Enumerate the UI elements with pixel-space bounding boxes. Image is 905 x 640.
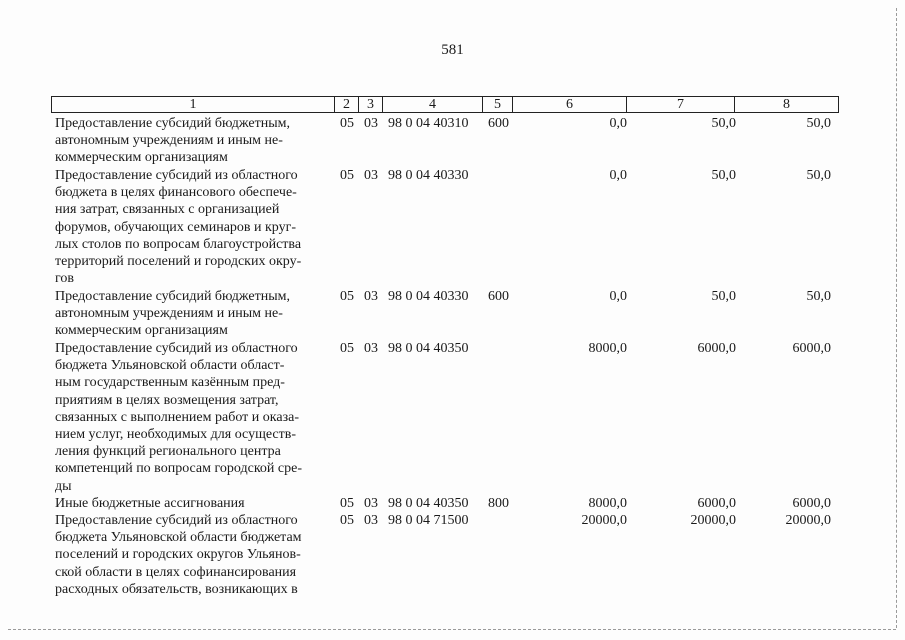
cell-amount-6: 20000,0 bbox=[581, 513, 627, 528]
cell-podrazdel: 03 bbox=[364, 289, 378, 304]
row-name bbox=[55, 495, 333, 512]
cell-csr: 98 0 04 40310 bbox=[388, 116, 469, 131]
cell-vr: 600 bbox=[488, 116, 509, 131]
cell-amount-8: 50,0 bbox=[806, 168, 831, 183]
row-name-line: бюджета в целях финансового обеспече- bbox=[55, 185, 297, 201]
cell-amount-8: 50,0 bbox=[806, 289, 831, 304]
cell-csr: 98 0 04 40350 bbox=[388, 496, 469, 511]
cell-amount-7: 50,0 bbox=[711, 289, 736, 304]
cell-amount-8: 6000,0 bbox=[792, 341, 831, 356]
cell-amount-7: 6000,0 bbox=[697, 496, 736, 511]
table-header-row bbox=[51, 96, 839, 113]
page-number: 581 bbox=[441, 42, 464, 58]
cell-amount-6: 8000,0 bbox=[588, 341, 627, 356]
cell-razdel: 05 bbox=[340, 168, 354, 183]
row-name-line: бюджета Ульяновской области област- bbox=[55, 358, 285, 374]
row-name-line: ния затрат, связанных с организацией bbox=[55, 202, 280, 218]
cell-podrazdel: 03 bbox=[364, 116, 378, 131]
cell-razdel: 05 bbox=[340, 513, 354, 528]
cell-amount-8: 20000,0 bbox=[785, 513, 831, 528]
row-name-line: расходных обязательств, возникающих в bbox=[55, 581, 298, 597]
row-name-line: Предоставление субсидий из областного bbox=[55, 341, 298, 356]
row-name-line: ления функций регионального центра bbox=[55, 444, 281, 460]
scan-edge-bottom bbox=[8, 629, 896, 630]
row-name-line: ской области в целях софинансирования bbox=[55, 564, 297, 580]
header-col-8: 8 bbox=[783, 97, 790, 112]
header-col-7: 7 bbox=[627, 97, 735, 112]
row-name-line: автономным учреждениям и иным не- bbox=[55, 133, 283, 149]
cell-csr: 98 0 04 71500 bbox=[388, 513, 469, 528]
cell-amount-6: 0,0 bbox=[609, 116, 627, 131]
row-name-line: автономным учреждениям и иным не- bbox=[55, 306, 283, 322]
row-name-line: поселений и городских округов Ульянов- bbox=[55, 547, 301, 563]
row-name-line: форумов, обучающих семинаров и круг- bbox=[55, 219, 297, 235]
row-name-line: ды bbox=[55, 478, 72, 494]
row-name-line: Предоставление субсидий бюджетным, bbox=[55, 289, 291, 304]
cell-csr: 98 0 04 40350 bbox=[388, 341, 469, 356]
cell-razdel: 05 bbox=[340, 341, 354, 356]
header-col-2: 2 bbox=[335, 97, 359, 112]
cell-razdel: 05 bbox=[340, 116, 354, 131]
cell-amount-6: 0,0 bbox=[609, 168, 627, 183]
row-name-line: ным государственным казённым пред- bbox=[55, 375, 285, 391]
cell-podrazdel: 03 bbox=[364, 168, 378, 183]
cell-csr: 98 0 04 40330 bbox=[388, 289, 469, 304]
cell-amount-8: 50,0 bbox=[806, 116, 831, 131]
row-name bbox=[55, 512, 333, 598]
row-name-line: Предоставление субсидий из областного bbox=[55, 513, 298, 528]
row-name-line: приятиям в целях возмещения затрат, bbox=[55, 392, 279, 408]
row-name-line: гов bbox=[55, 271, 75, 287]
row-name bbox=[55, 340, 333, 495]
row-name-line: коммерческим организациям bbox=[55, 323, 228, 339]
row-name-line: лых столов по вопросам благоустройства bbox=[55, 236, 302, 252]
row-name-line: связанных с выполнением работ и оказа- bbox=[55, 409, 299, 425]
cell-amount-6: 8000,0 bbox=[588, 496, 627, 511]
row-name-line: Иные бюджетные ассигнования bbox=[55, 496, 245, 511]
row-name-line: компетенций по вопросам городской сре- bbox=[55, 461, 302, 477]
cell-podrazdel: 03 bbox=[364, 341, 378, 356]
cell-podrazdel: 03 bbox=[364, 496, 378, 511]
cell-csr: 98 0 04 40330 bbox=[388, 168, 469, 183]
scan-edge-right bbox=[896, 8, 897, 628]
row-name bbox=[55, 167, 333, 287]
row-name-line: коммерческим организациям bbox=[55, 150, 228, 166]
cell-amount-6: 0,0 bbox=[609, 289, 627, 304]
header-col-6: 6 bbox=[513, 97, 627, 112]
header-col-5: 5 bbox=[483, 97, 513, 112]
cell-razdel: 05 bbox=[340, 289, 354, 304]
cell-vr: 800 bbox=[488, 496, 509, 511]
row-name-line: территорий поселений и городских окру- bbox=[55, 254, 302, 270]
row-name bbox=[55, 288, 333, 340]
cell-amount-7: 20000,0 bbox=[690, 513, 736, 528]
cell-razdel: 05 bbox=[340, 496, 354, 511]
cell-amount-7: 50,0 bbox=[711, 116, 736, 131]
header-col-3: 3 bbox=[359, 97, 383, 112]
cell-vr: 600 bbox=[488, 289, 509, 304]
header-col-4: 4 bbox=[383, 97, 483, 112]
header-col-1: 1 bbox=[52, 97, 335, 112]
row-name bbox=[55, 115, 333, 167]
cell-amount-8: 6000,0 bbox=[792, 496, 831, 511]
row-name-line: нием услуг, необходимых для осуществ- bbox=[55, 427, 297, 443]
row-name-line: бюджета Ульяновской области бюджетам bbox=[55, 530, 302, 546]
cell-podrazdel: 03 bbox=[364, 513, 378, 528]
row-name-line: Предоставление субсидий из областного bbox=[55, 168, 298, 183]
cell-amount-7: 50,0 bbox=[711, 168, 736, 183]
cell-amount-7: 6000,0 bbox=[697, 341, 736, 356]
row-name-line: Предоставление субсидий бюджетным, bbox=[55, 116, 291, 131]
